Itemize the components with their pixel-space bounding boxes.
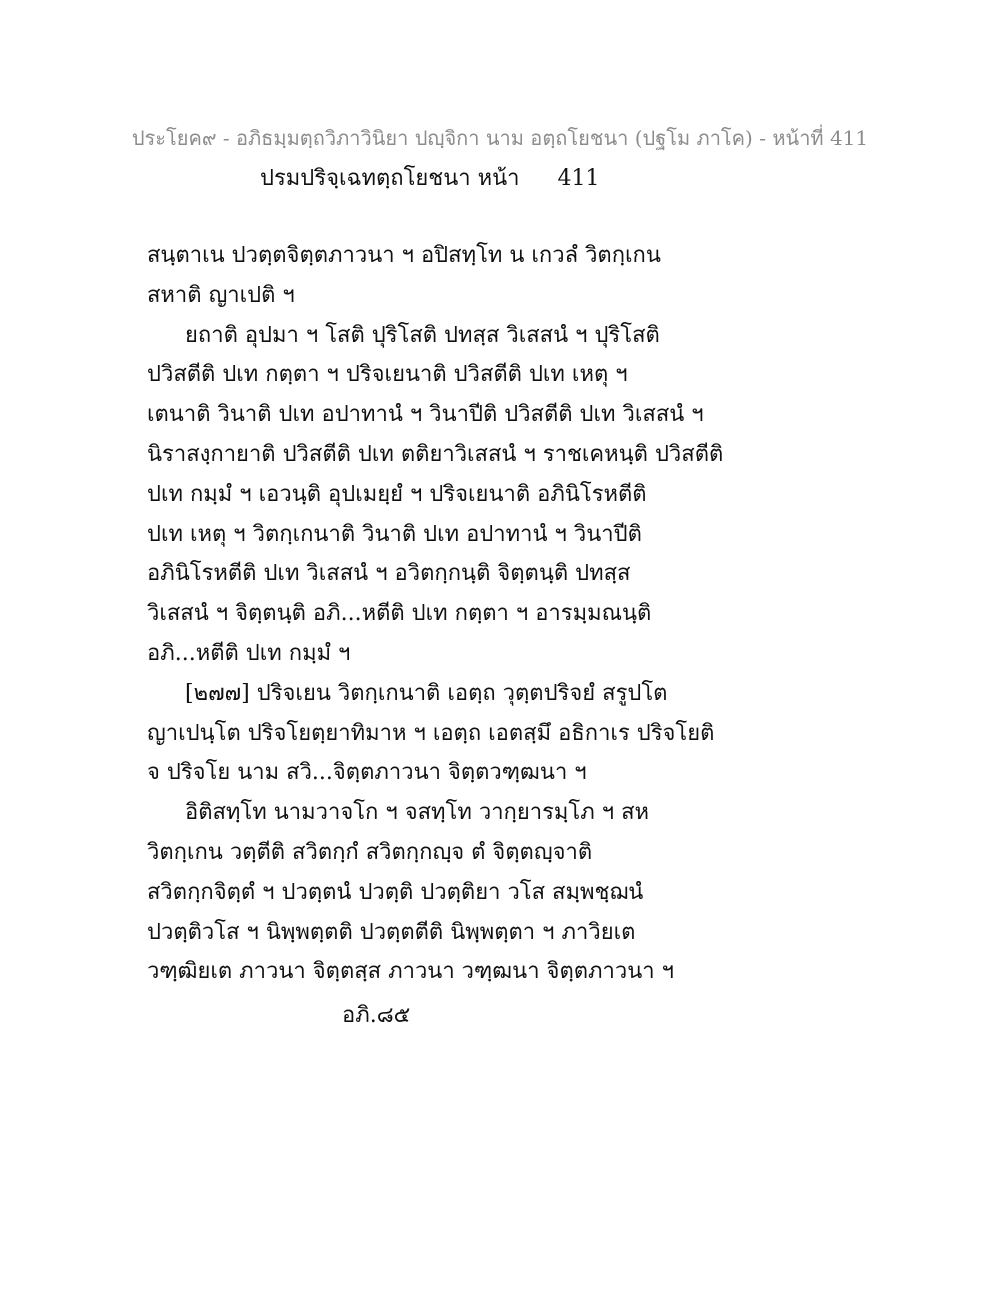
text-line: จ ปริจโย นาม สวิ...จิตฺตภาวนา จิตฺตวฑฺฒนา ฯ <box>147 760 587 786</box>
page-heading <box>260 160 600 195</box>
text-line: สวิตกฺกจิตฺตํ ฯ ปวตฺตนํ ปวตฺติ ปวตฺติยา วโส สมฺพชฺฌนํ <box>147 879 644 905</box>
page-heading-title: ปรมปริจฺเฉทตฺถโยชนา หน้า <box>260 166 520 191</box>
text-line: วิตกฺเกน วตฺตีติ สวิตกฺกํ สวิตกฺกญฺจ ตํ จิตฺตญฺจาติ <box>147 839 593 865</box>
text-line: ปวตฺติวโส ฯ นิพฺพตฺตติ ปวตฺตตีติ นิพฺพตฺตา ฯ ภาวิยเต <box>147 919 636 945</box>
footnote-reference: อภิ.๘๕ <box>342 1003 411 1028</box>
text-line: อภินิโรหตีติ ปเท วิเสสนํ ฯ อวิตกฺกนฺติ จิตฺตนฺติ ปทสฺส <box>147 561 631 587</box>
paragraph-first-line: ยถาติ อุปมา ฯ โสติ ปุริโสติ ปทสฺส วิเสสนํ ฯ ปุริโสติ <box>185 322 660 348</box>
text-line: ปวิสตีติ ปเท กตฺตา ฯ ปริจเยนาติ ปวิสตีติ ปเท เหตุ ฯ <box>147 362 628 388</box>
body-text <box>147 236 724 992</box>
text-line: ปเท กมฺมํ ฯ เอวนฺติ อุปเมยฺยํ ฯ ปริจเยนาติ อภินิโรหตีติ <box>147 481 647 507</box>
text-line: ญาเปนฺโต ปริจโยตฺยาทิมาห ฯ เอตฺถ เอตสฺมึ อธิกาเร ปริจโยติ <box>147 720 715 746</box>
text-line: อภิ...หตีติ ปเท กมฺมํ ฯ <box>147 640 351 666</box>
text-line: วิเสสนํ ฯ จิตฺตนฺติ อภิ...หตีติ ปเท กตฺตา ฯ อารมฺมณนฺติ <box>147 601 652 627</box>
running-header: ประโยค๙ - อภิธมฺมตฺถวิภาวินิยา ปญฺจิกา นาม อตฺถโยชนา (ปฐโม ภาโค) - หน้าที่ 411 <box>131 126 869 150</box>
paragraph-first-line: อิติสทฺโท นามวาจโก ฯ จสทฺโท วากฺยารมฺโภ ฯ สห <box>185 800 650 826</box>
text-line: นิราสงฺกายาติ ปวิสตีติ ปเท ตติยาวิเสสนํ ฯ ราชเคหนฺติ ปวิสตีติ <box>147 441 724 467</box>
text-line: เตนาติ วินาติ ปเท อปาทานํ ฯ วินาปีติ ปวิสตีติ ปเท วิเสสนํ ฯ <box>147 402 704 428</box>
text-line: ปเท เหตุ ฯ วิตกฺเกนาติ วินาติ ปเท อปาทานํ ฯ วินาปีติ <box>147 521 642 547</box>
text-line: สหาติ ญาเปติ ฯ <box>147 282 295 308</box>
paragraph-first-line: [๒๗๗] ปริจเยน วิตกฺเกนาติ เอตฺถ วุตฺตปริจยํ สรูปโต <box>185 680 668 706</box>
text-line: วฑฺฒิยเต ภาวนา จิตฺตสฺส ภาวนา วฑฺฒนา จิตฺตภาวนา ฯ <box>147 959 674 985</box>
text-line: สนฺตาเน ปวตฺตจิตฺตภาวนา ฯ อปิสทฺโท น เกวลํ วิตกฺเกน <box>147 243 661 268</box>
page-number: 411 <box>557 166 600 191</box>
